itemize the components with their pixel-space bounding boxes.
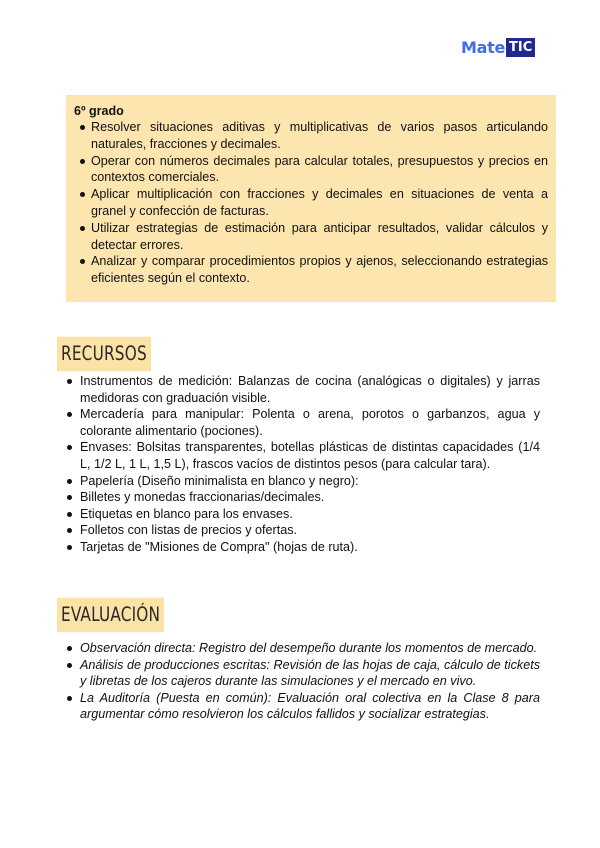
recursos-list — [66, 373, 540, 556]
item-lead: Análisis de producciones escritas — [80, 657, 267, 672]
list-item: Aplicar multiplicación con fracciones y decimales en situaciones de venta a granel y confección de facturas. — [74, 186, 548, 220]
logo-tic-text: TIC — [506, 38, 535, 57]
item-lead: La Auditoría (Puesta en común) — [80, 690, 268, 705]
recursos-heading: RECURSOS — [57, 337, 151, 372]
list-item: Mercadería para manipular: Polenta o arena, porotos o garbanzos, agua y colorante alimentario (pociones). — [66, 406, 540, 439]
item-text: : Registro del desempeño durante los momentos de mercado. — [192, 641, 538, 655]
list-item: Tarjetas de "Misiones de Compra" (hojas de ruta). — [66, 539, 540, 556]
list-item: Analizar y comparar procedimientos propios y ajenos, seleccionando estrategias eficientes según el contexto. — [74, 253, 548, 287]
list-item: Resolver situaciones aditivas y multiplicativas de varios pasos articulando naturales, fracciones y decimales. — [74, 119, 548, 153]
grade-objectives-list — [74, 119, 548, 287]
grade-title: 6º grado — [74, 104, 124, 118]
item-text: : Revisión de las hojas de caja, cálculo de tickets y libretas de los cajeros durante las simulaciones y el mercado en vivo. — [80, 657, 541, 689]
matetic-logo — [461, 36, 535, 58]
list-item — [66, 640, 540, 657]
evaluacion-list — [66, 640, 540, 723]
list-item: Folletos con listas de precios y ofertas. — [66, 522, 540, 539]
list-item: Utilizar estrategias de estimación para anticipar resultados, validar cálculos y detectar errores. — [74, 220, 548, 254]
list-item — [66, 657, 540, 690]
list-item: Envases: Bolsitas transparentes, botellas plásticas de distintas capacidades (1/4 L, 1/2 L, 1 L, 1,5 L), frascos vacíos de distintos pesos (para calcular tara). — [66, 439, 540, 472]
logo-mate-text: Mate — [461, 37, 506, 57]
list-item: Operar con números decimales para calcular totales, presupuestos y precios en contextos comerciales. — [74, 153, 548, 187]
item-lead: Observación directa — [80, 641, 192, 655]
list-item — [66, 690, 540, 723]
list-item: Papelería (Diseño minimalista en blanco y negro): — [66, 473, 540, 490]
item-text: : Evaluación oral colectiva en la Clase 8 para argumentar cómo resolvieron los cálculos fallidos y socializar estrategias. — [80, 690, 540, 722]
list-item: Etiquetas en blanco para los envases. — [66, 506, 540, 523]
list-item: Instrumentos de medición: Balanzas de cocina (analógicas o digitales) y jarras medidoras con graduación visible. — [66, 373, 540, 406]
grade-objectives-box — [66, 95, 556, 302]
evaluacion-heading: EVALUACIÓN — [57, 598, 164, 633]
list-item: Billetes y monedas fraccionarias/decimales. — [66, 489, 540, 506]
